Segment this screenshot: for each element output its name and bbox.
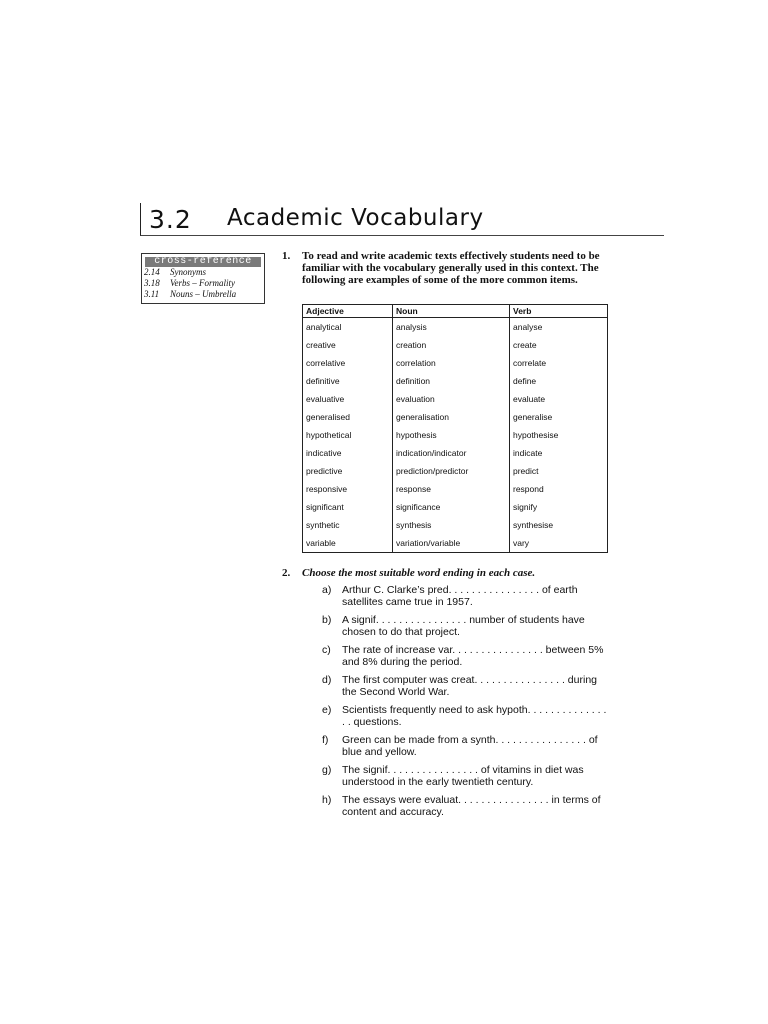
cell-adjective: variable [303, 534, 393, 553]
exercise-item-text: The rate of increase var. . . . . . . . . . . . . . . . between 5% and 8% during the period. [342, 644, 604, 668]
table-row [303, 480, 608, 498]
cell-adjective: definitive [303, 372, 393, 390]
cell-noun: analysis [393, 318, 510, 337]
section-header [140, 203, 664, 236]
table-row [303, 372, 608, 390]
cell-adjective: significant [303, 498, 393, 516]
cell-adjective: creative [303, 336, 393, 354]
cell-adjective: indicative [303, 444, 393, 462]
exercise-item-text: Scientists frequently need to ask hypoth. . . . . . . . . . . . . . . . questions. [342, 704, 607, 728]
cell-verb: evaluate [510, 390, 608, 408]
cell-noun: definition [393, 372, 510, 390]
exercise-item-letter: h) [322, 794, 332, 806]
cross-reference-label: Synonyms [170, 267, 206, 277]
cell-noun: correlation [393, 354, 510, 372]
cell-verb: signify [510, 498, 608, 516]
question-1-number: 1. [282, 250, 291, 262]
exercise-item-letter: c) [322, 644, 331, 656]
cell-verb: create [510, 336, 608, 354]
cell-noun: evaluation [393, 390, 510, 408]
exercise-item [322, 795, 612, 818]
section-number: 3.2 [149, 205, 192, 234]
cell-adjective: evaluative [303, 390, 393, 408]
cell-adjective: hypothetical [303, 426, 393, 444]
exercise-item-letter: g) [322, 764, 332, 776]
exercise-item-letter: e) [322, 704, 332, 716]
exercise-item [322, 585, 612, 608]
cell-verb: predict [510, 462, 608, 480]
cell-noun: creation [393, 336, 510, 354]
column-header-verb: Verb [510, 305, 608, 318]
cell-verb: vary [510, 534, 608, 553]
cell-verb: respond [510, 480, 608, 498]
exercise-item [322, 705, 612, 728]
cross-reference-number: 2.14 [144, 267, 160, 277]
table-row [303, 444, 608, 462]
exercise-item [322, 765, 612, 788]
exercise-item-letter: a) [322, 584, 332, 596]
question-1-text: To read and write academic texts effectively students need to be familiar with the vocabulary generally used in this context. The following are examples of some of the more common items. [302, 250, 600, 286]
exercise-item-letter: d) [322, 674, 332, 686]
cell-noun: significance [393, 498, 510, 516]
cross-reference-item[interactable] [144, 289, 264, 300]
cell-noun: generalisation [393, 408, 510, 426]
table-row [303, 354, 608, 372]
cell-noun: prediction/predictor [393, 462, 510, 480]
section-title: Academic Vocabulary [227, 205, 484, 231]
cell-adjective: synthetic [303, 516, 393, 534]
cell-adjective: analytical [303, 318, 393, 337]
cross-reference-heading: cross-reference [145, 257, 261, 267]
exercise-item-text: The first computer was creat. . . . . . . . . . . . . . . . during the Second World War. [342, 674, 597, 698]
table-row [303, 390, 608, 408]
exercise-item-text: The essays were evaluat. . . . . . . . . . . . . . . . in terms of content and accuracy. [342, 794, 601, 818]
exercise-item-text: A signif. . . . . . . . . . . . . . . . number of students have chosen to do that project. [342, 614, 585, 638]
exercise-item [322, 645, 612, 668]
exercise-item-text: The signif. . . . . . . . . . . . . . . . of vitamins in diet was understood in the early twentieth century. [342, 764, 584, 788]
question-2-number: 2. [282, 567, 291, 579]
cell-verb: generalise [510, 408, 608, 426]
cross-reference-label: Verbs – Formality [170, 278, 235, 288]
cell-verb: define [510, 372, 608, 390]
exercise-items [322, 585, 612, 825]
question-2-text: Choose the most suitable word ending in each case. [302, 567, 536, 579]
cross-reference-item[interactable] [144, 278, 264, 289]
cell-verb: hypothesise [510, 426, 608, 444]
column-header-adjective: Adjective [303, 305, 393, 318]
exercise-item [322, 735, 612, 758]
table-header-row [303, 305, 608, 318]
table-row [303, 336, 608, 354]
cell-verb: analyse [510, 318, 608, 337]
exercise-item [322, 675, 612, 698]
cell-adjective: generalised [303, 408, 393, 426]
cell-adjective: correlative [303, 354, 393, 372]
column-header-noun: Noun [393, 305, 510, 318]
exercise-item-text: Arthur C. Clarke’s pred. . . . . . . . . . . . . . . . of earth satellites came true in 1957. [342, 584, 578, 608]
cell-verb: indicate [510, 444, 608, 462]
cross-reference-box [141, 253, 265, 304]
table-row [303, 462, 608, 480]
cell-noun: variation/variable [393, 534, 510, 553]
cell-noun: synthesis [393, 516, 510, 534]
cell-noun: indication/indicator [393, 444, 510, 462]
cross-reference-number: 3.18 [144, 278, 160, 288]
cross-reference-item[interactable] [144, 267, 264, 278]
cross-reference-label: Nouns – Umbrella [170, 289, 237, 299]
exercise-item-letter: f) [322, 734, 329, 746]
cell-adjective: predictive [303, 462, 393, 480]
cross-reference-number: 3.11 [144, 289, 160, 299]
table-row [303, 498, 608, 516]
vocabulary-table [302, 304, 608, 553]
cell-verb: synthesise [510, 516, 608, 534]
table-row [303, 426, 608, 444]
exercise-item-text: Green can be made from a synth. . . . . . . . . . . . . . . . of blue and yellow. [342, 734, 598, 758]
table-row [303, 516, 608, 534]
cell-verb: correlate [510, 354, 608, 372]
table-row [303, 534, 608, 553]
cell-noun: hypothesis [393, 426, 510, 444]
cell-noun: response [393, 480, 510, 498]
table-row [303, 318, 608, 337]
exercise-item [322, 615, 612, 638]
exercise-item-letter: b) [322, 614, 332, 626]
table-row [303, 408, 608, 426]
table-body [303, 318, 608, 553]
cell-adjective: responsive [303, 480, 393, 498]
